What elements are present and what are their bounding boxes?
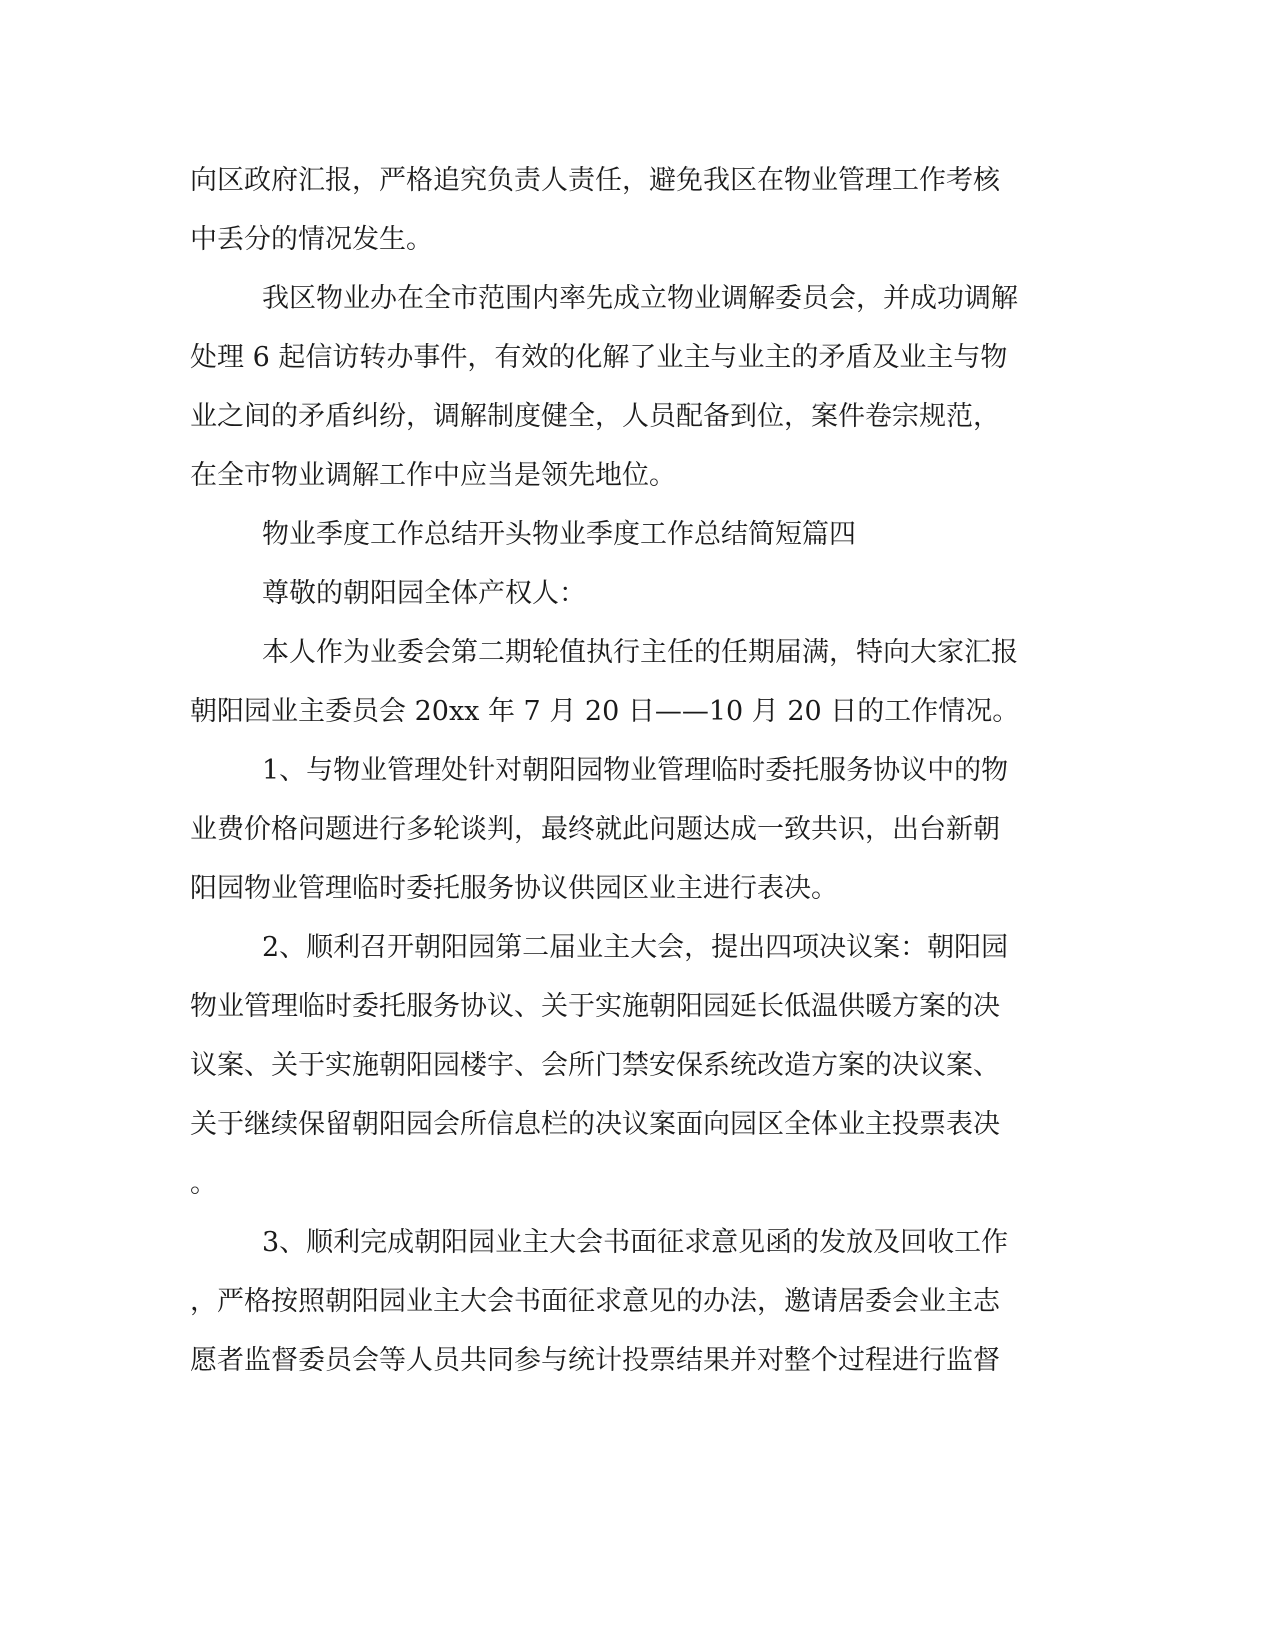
paragraph-line: 处理 6 起信访转办事件，有效的化解了业主与业主的矛盾及业主与物 <box>190 342 1008 373</box>
paragraph-line: 向区政府汇报，严格追究负责人责任，避免我区在物业管理工作考核 <box>190 165 1000 196</box>
list-item-2-line: 2、顺利召开朝阳园第二届业主大会，提出四项决议案：朝阳园 <box>262 932 1009 963</box>
list-item-1-line: 业费价格问题进行多轮谈判，最终就此问题达成一致共识，出台新朝 <box>190 814 1000 845</box>
list-item-1-line: 1、与物业管理处针对朝阳园物业管理临时委托服务协议中的物 <box>262 755 1009 786</box>
paragraph-line: 本人作为业委会第二期轮值执行主任的任期届满，特向大家汇报 <box>262 637 1018 668</box>
paragraph-line: 我区物业办在全市范围内率先成立物业调解委员会，并成功调解 <box>262 283 1018 314</box>
list-item-2-line: 关于继续保留朝阳园会所信息栏的决议案面向园区全体业主投票表决 <box>190 1109 1000 1140</box>
list-item-2-line: 。 <box>190 1168 217 1199</box>
list-item-3-line: 愿者监督委员会等人员共同参与统计投票结果并对整个过程进行监督 <box>190 1345 1000 1376</box>
list-item-3-line: 3、顺利完成朝阳园业主大会书面征求意见函的发放及回收工作 <box>262 1227 1009 1258</box>
paragraph-line: 业之间的矛盾纠纷，调解制度健全，人员配备到位，案件卷宗规范， <box>190 401 1000 432</box>
list-item-3-line: ，严格按照朝阳园业主大会书面征求意见的办法，邀请居委会业主志 <box>190 1286 1000 1317</box>
salutation: 尊敬的朝阳园全体产权人： <box>262 578 586 609</box>
paragraph-line: 中丢分的情况发生。 <box>190 224 433 255</box>
section-heading: 物业季度工作总结开头物业季度工作总结简短篇四 <box>262 519 856 550</box>
paragraph-line: 朝阳园业主委员会 20xx 年 7 月 20 日——10 月 20 日的工作情况。 <box>190 696 1020 727</box>
paragraph-line: 在全市物业调解工作中应当是领先地位。 <box>190 460 676 491</box>
list-item-2-line: 物业管理临时委托服务协议、关于实施朝阳园延长低温供暖方案的决 <box>190 991 1000 1022</box>
list-item-2-line: 议案、关于实施朝阳园楼宇、会所门禁安保系统改造方案的决议案、 <box>190 1050 1000 1081</box>
list-item-1-line: 阳园物业管理临时委托服务协议供园区业主进行表决。 <box>190 873 838 904</box>
